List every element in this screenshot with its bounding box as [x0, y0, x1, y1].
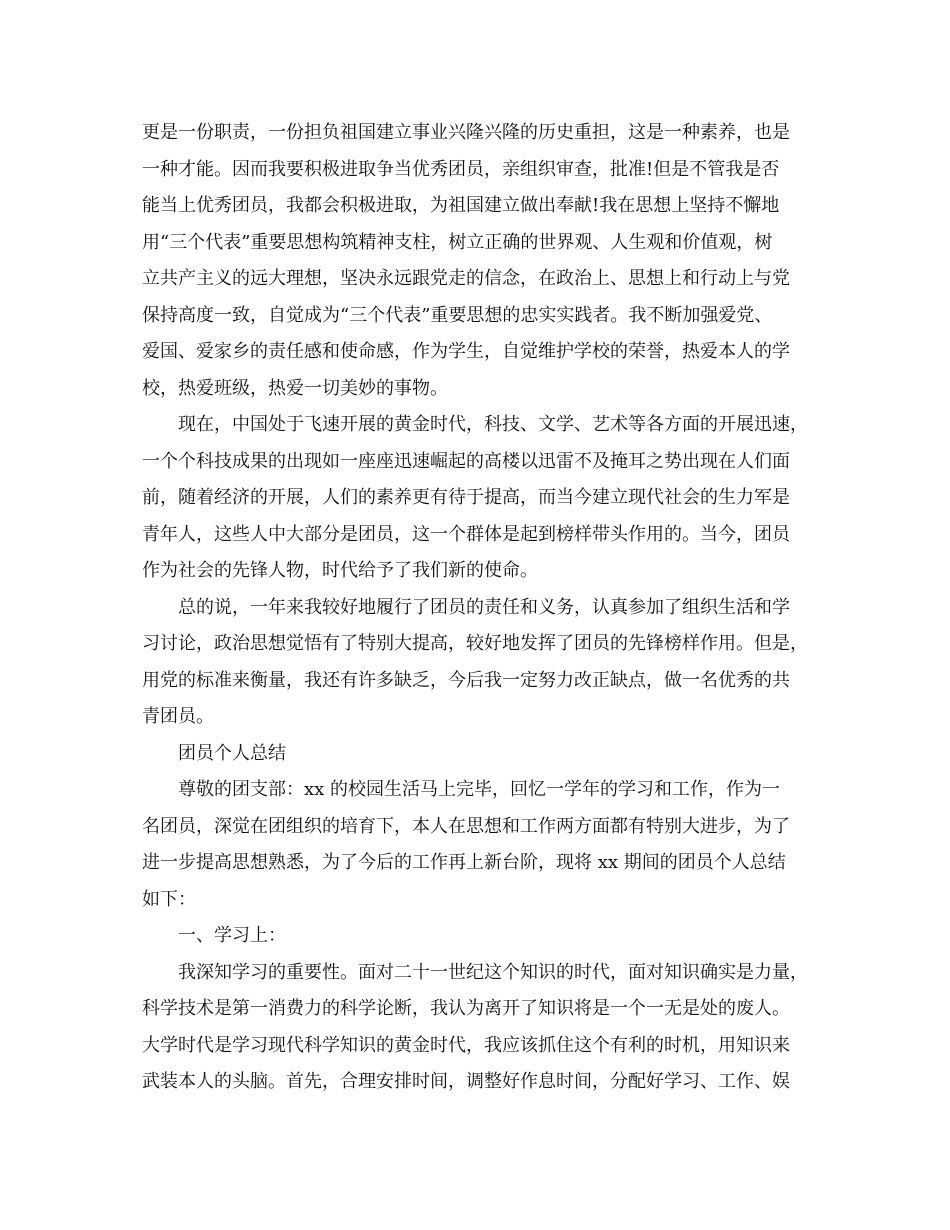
paragraph-start-line: 我深知学习的重要性。面对二十一世纪这个知识的时代，面对知识确实是力量，	[178, 962, 808, 983]
text-line: 更是一份职责，一份担负祖国建立事业兴隆兴隆的历史重担，这是一种素养，也是	[142, 122, 790, 143]
text-line: 武装本人的头脑。首先，合理安排时间，调整好作息时间，分配好学习、工作、娱	[142, 1071, 790, 1092]
text-line: 爱国、爱家乡的责任感和使命感，作为学生，自觉维护学校的荣誉，热爱本人的学	[142, 341, 790, 362]
text-line: 前，随着经济的开展，人们的素养更有待于提高，而当今建立现代社会的生力军是	[142, 487, 790, 508]
text-line: 用党的标准来衡量，我还有许多缺乏，今后我一定努力改正缺点，做一名优秀的共	[142, 670, 790, 691]
text-line: 青年人，这些人中大部分是团员，这一个群体是起到榜样带头作用的。当今，团员	[142, 524, 790, 545]
text-line: 一个个科技成果的出现如一座座迅速崛起的高楼以迅雷不及掩耳之势出现在人们面	[142, 451, 790, 472]
text-line: 大学时代是学习现代科学知识的黄金时代，我应该抓住这个有利的时机，用知识来	[142, 1035, 790, 1056]
paragraph-start-line: 尊敬的团支部：xx 的校园生活马上完毕，回忆一学年的学习和工作，作为一	[178, 779, 781, 800]
text-line: 立共产主义的远大理想，坚决永远跟党走的信念，在政治上、思想上和行动上与党	[142, 268, 790, 289]
subsection-heading: 一、学习上：	[178, 925, 286, 946]
section-heading: 团员个人总结	[178, 743, 286, 764]
text-line: 进一步提高思想熟悉，为了今后的工作再上新台阶，现将 xx 期间的团员个人总结	[142, 852, 786, 873]
text-line: 能当上优秀团员，我都会积极进取，为祖国建立做出奉献!我在思想上坚持不懈地	[142, 195, 780, 216]
text-line: 用“三个代表”重要思想构筑精神支柱，树立正确的世界观、人生观和价值观，树	[142, 232, 773, 253]
text-line: 习讨论，政治思想觉悟有了特别大提高，较好地发挥了团员的先锋榜样作用。但是，	[142, 633, 808, 654]
text-line: 科学技术是第一消费力的科学论断，我认为离开了知识将是一个一无是处的废人。	[142, 998, 790, 1019]
paragraph-start-line: 总的说，一年来我较好地履行了团员的责任和义务，认真参加了组织生活和学	[178, 597, 790, 618]
paragraph-start-line: 现在，中国处于飞速开展的黄金时代，科技、文学、艺术等各方面的开展迅速，	[178, 414, 808, 435]
text-line: 作为社会的先锋人物，时代给予了我们新的使命。	[142, 560, 538, 581]
text-line: 青团员。	[142, 706, 214, 727]
text-line: 保持高度一致，自觉成为“三个代表”重要思想的忠实实践者。我不断加强爱党、	[142, 305, 773, 326]
text-line: 名团员，深觉在团组织的培育下，本人在思想和工作两方面都有特别大进步，为了	[142, 816, 790, 837]
text-line: 校，热爱班级，热爱一切美妙的事物。	[142, 378, 448, 399]
text-line: 一种才能。因而我要积极进取争当优秀团员，亲组织审查，批准!但是不管我是否	[142, 159, 780, 180]
text-line: 如下：	[142, 889, 196, 910]
